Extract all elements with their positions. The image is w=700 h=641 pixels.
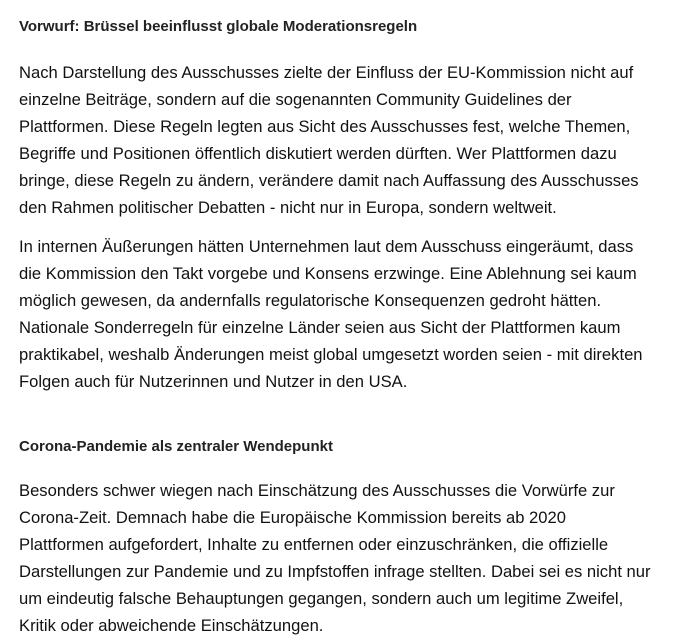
paragraph-line: möglich gewesen, da andernfalls regulatorische Konsequenzen gedroht hätten.: [19, 291, 602, 310]
paragraph-line: Folgen auch für Nutzerinnen und Nutzer in den USA.: [19, 372, 408, 391]
section-heading: Vorwurf: Brüssel beeinflusst globale Moderationsregeln: [19, 18, 418, 35]
paragraph-line: Begriffe und Positionen öffentlich diskutiert werden dürften. Wer Plattformen dazu: [19, 144, 617, 163]
paragraph-line: Besonders schwer wiegen nach Einschätzung des Ausschusses die Vorwürfe zur: [19, 481, 615, 500]
paragraph-line: um eindeutig falsche Behauptungen gegangen, sondern auch um legitime Zweifel,: [19, 589, 624, 608]
paragraph-line: Nationale Sonderregeln für einzelne Länder seien aus Sicht der Plattformen kaum: [19, 318, 621, 337]
paragraph-line: Plattformen. Diese Regeln legten aus Sicht des Ausschusses fest, welche Themen,: [19, 117, 631, 136]
paragraph-line: Nach Darstellung des Ausschusses zielte der Einfluss der EU-Kommission nicht auf: [19, 63, 634, 82]
paragraph-line: Kritik oder abweichende Einschätzungen.: [19, 616, 324, 635]
paragraph: [19, 233, 695, 395]
paragraph-line: In internen Äußerungen hätten Unternehmen laut dem Ausschuss eingeräumt, dass: [19, 237, 634, 256]
paragraph: [19, 59, 695, 221]
paragraph-line: Darstellungen zur Pandemie und zu Impfstoffen infrage stellten. Dabei sei es nicht nur: [19, 562, 651, 581]
paragraph-line: einzelne Beiträge, sondern auf die sogenannten Community Guidelines der: [19, 90, 572, 109]
paragraph-line: den Rahmen politischer Debatten - nicht nur in Europa, sondern weltweit.: [19, 198, 557, 217]
paragraph-line: praktikabel, weshalb Änderungen meist global umgesetzt worden seien - mit direkten: [19, 345, 643, 364]
paragraph-line: Plattformen aufgefordert, Inhalte zu entfernen oder einzuschränken, die offizielle: [19, 535, 609, 554]
paragraph-line: Corona-Zeit. Demnach habe die Europäische Kommission bereits ab 2020: [19, 508, 566, 527]
paragraph-line: bringe, diese Regeln zu ändern, verändere damit nach Auffassung des Ausschusses: [19, 171, 639, 190]
section-heading: Corona-Pandemie als zentraler Wendepunkt: [19, 438, 333, 455]
paragraph: [19, 477, 695, 639]
paragraph-line: die Kommission den Takt vorgebe und Konsens erzwinge. Eine Ablehnung sei kaum: [19, 264, 637, 283]
